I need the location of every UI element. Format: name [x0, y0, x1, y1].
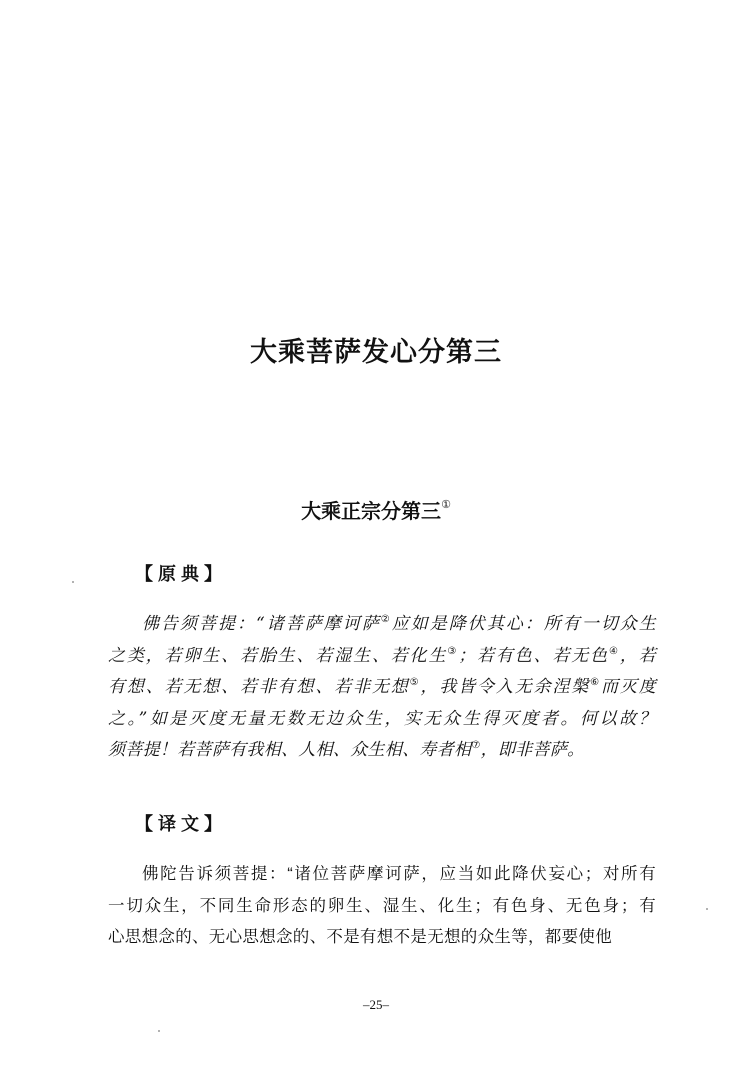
heading-translation: 【译文】 — [135, 814, 227, 835]
footnote-marker: ⑥ — [590, 677, 601, 689]
section-footnote-marker: ① — [441, 498, 451, 511]
text-segment: 佛告须菩提：“诸菩萨摩诃萨 — [142, 614, 381, 634]
text-segment: 须菩提！若菩萨有我相、人相、众生相、寿者相 — [108, 740, 472, 761]
text-segment: 之类，若卵生、若胎生、若湿生、若化生 — [108, 645, 448, 666]
text-line — [108, 704, 656, 736]
text-line — [108, 672, 656, 704]
text-segment: ，即非菩萨。 — [480, 740, 585, 761]
footnote-marker: ⑤ — [409, 677, 421, 689]
scan-speck — [158, 1030, 160, 1032]
footnote-marker: ④ — [609, 645, 620, 657]
text-segment: 应如是降伏其心：所有一切众生 — [391, 614, 657, 634]
text-line: 一切众生，不同生命形态的卵生、湿生、化生；有色身、无色身；有 — [108, 896, 656, 915]
text-segment: ，若 — [619, 645, 656, 666]
scan-speck — [706, 908, 708, 910]
heading-original-text: 【原典】 — [135, 564, 227, 585]
footnote-marker: ⑦ — [471, 740, 481, 752]
text-line — [108, 735, 656, 767]
text-segment: 有想、若无想、若非有想、若非无想 — [108, 677, 410, 698]
text-segment: 而灭度 — [601, 677, 657, 698]
translation-paragraph — [108, 859, 656, 954]
text-segment: 之。”如是灭度无量无数无边众生，实无众生得灭度者。何以故？ — [108, 708, 656, 729]
text-line: 心思想念的、无心思想念的、不是有想不是无想的众生等，都要使他 — [108, 928, 612, 947]
footnote-marker: ② — [380, 614, 392, 625]
original-text-paragraph — [108, 609, 656, 767]
text-segment: ，我皆令入无余涅槃 — [420, 677, 591, 698]
text-segment: ；若有色、若无色 — [458, 645, 610, 666]
footnote-marker: ③ — [447, 645, 459, 657]
chapter-title: 大乘菩萨发心分第三 — [250, 337, 502, 368]
section-title — [0, 490, 752, 526]
text-line: 佛陀告诉须菩提：“诸位菩萨摩诃萨，应当如此降伏妄心；对所有 — [142, 865, 656, 883]
section-title-text: 大乘正宗分第三 — [301, 499, 442, 523]
scan-speck — [72, 581, 74, 583]
text-line — [108, 609, 656, 641]
page-number: –25– — [363, 997, 389, 1012]
text-line — [108, 641, 656, 673]
